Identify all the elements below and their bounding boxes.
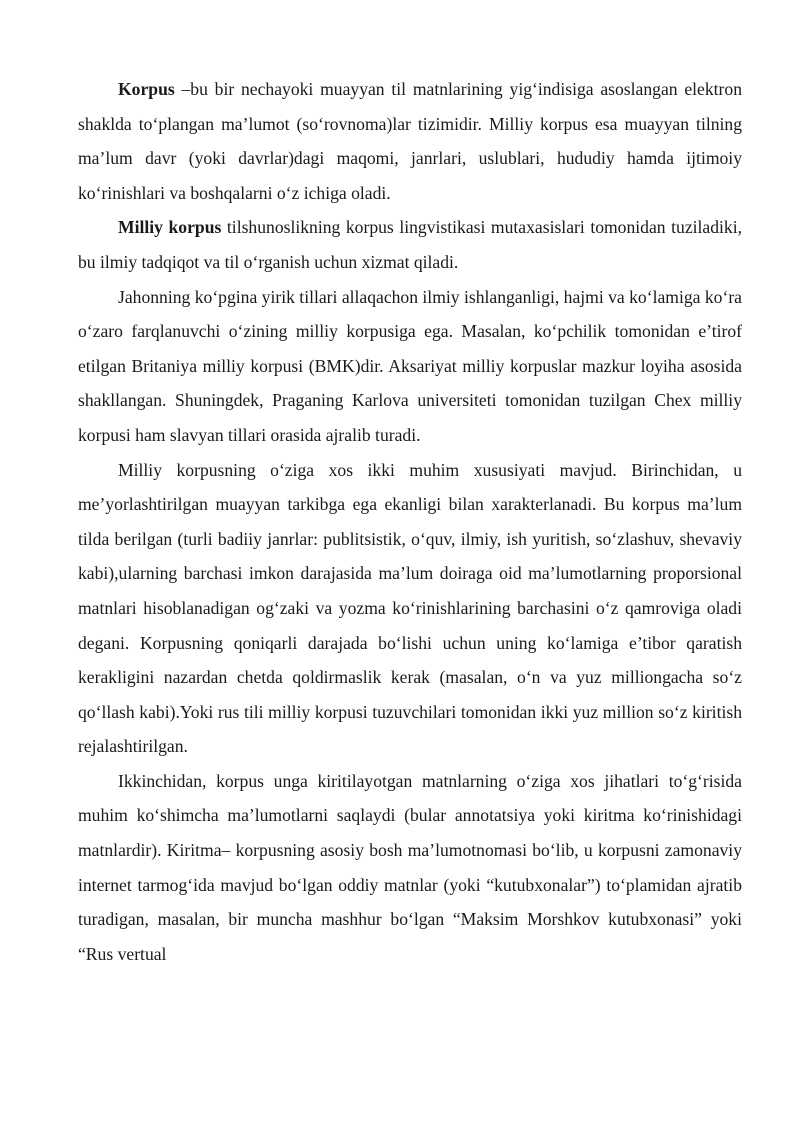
term-korpus: Korpus [118,79,175,99]
paragraph-world-languages [78,280,742,453]
paragraph-korpus-definition [78,72,742,210]
paragraph-second-feature [78,764,742,972]
document-page [78,72,742,971]
paragraph-text: tilshunoslikning korpus lingvistikasi mutaxasislari tomonidan tuziladiki, bu ilmiy tadqiqot va til o‘rganish uchun xizmat qiladi. [78,217,742,272]
paragraph-text: Ikkinchidan, korpus unga kiritilayotgan matnlarning o‘ziga xos jihatlari to‘g‘risida muhim ko‘shimcha ma’lumotlarni saqlaydi (bular annotatsiya yoki kiritma ko‘rinishidagi matnlardir). Kiritma– korpusning asosiy bosh ma’lumotnomasi bo‘lib, u korpusni zamonaviy internet tarmog‘ida mavjud bo‘lgan oddiy matnlar (yoki “kutubxonalar”) to‘plamidan ajratib turadigan, masalan, bir muncha mashhur bo‘lgan “Maksim Morshkov kutubxonasi” yoki “Rus vertual [78,770,742,964]
paragraph-text: –bu bir nechayoki muayyan til matnlarining yig‘indisiga asoslangan elektron shaklda to‘plangan ma’lumot (so‘rovnoma)lar tizimidir. Milliy korpus esa muayyan tilning ma’lum davr (yoki davrlar)dagi maqomi, janrlari, uslublari, hududiy hamda ijtimoiy ko‘rinishlari va boshqalarni o‘z ichiga oladi. [78,79,742,203]
paragraph-milliy-korpus [78,210,742,279]
paragraph-first-feature [78,453,742,764]
paragraph-text: Milliy korpusning o‘ziga xos ikki muhim xususiyati mavjud. Birinchidan, u me’yorlashtirilgan muayyan tarkibga ega ekanligi bilan xarakterlanadi. Bu korpus ma’lum tilda berilgan (turli badiiy janrlar: publitsistik, o‘quv, ilmiy, ish yuritish, so‘zlashuv, shevaviy kabi),ularning barchasi imkon darajasida ma’lum doiraga oid ma’lumotlarning proporsional matnlari hisoblanadigan og‘zaki va yozma ko‘rinishlarining barchasini o‘z qamroviga oladi degani. Korpusning qoniqarli darajada bo‘lishi uchun uning ko‘lamiga e’tibor qaratish kerakligini nazardan chetda qoldirmaslik kerak (masalan, o‘n va yuz milliongacha so‘z qo‘llash kabi).Yoki rus tili milliy korpusi tuzuvchilari tomonidan ikki yuz million so‘z kiritish rejalashtirilgan. [78,459,742,757]
term-milliy-korpus: Milliy korpus [118,217,222,238]
paragraph-text: Jahonning ko‘pgina yirik tillari allaqachon ilmiy ishlanganligi, hajmi va ko‘lamiga ko‘ra o‘zaro farqlanuvchi o‘zining milliy korpusiga ega. Masalan, ko‘pchilik tomonidan e’tirof etilgan Britaniya milliy korpusi (BMK)dir. Aksariyat milliy korpuslar mazkur loyiha asosida shakllangan. Shuningdek, Praganing Karlova universiteti tomonidan tuzilgan Chex milliy korpusi ham slavyan tillari orasida ajralib turadi. [78,286,742,445]
